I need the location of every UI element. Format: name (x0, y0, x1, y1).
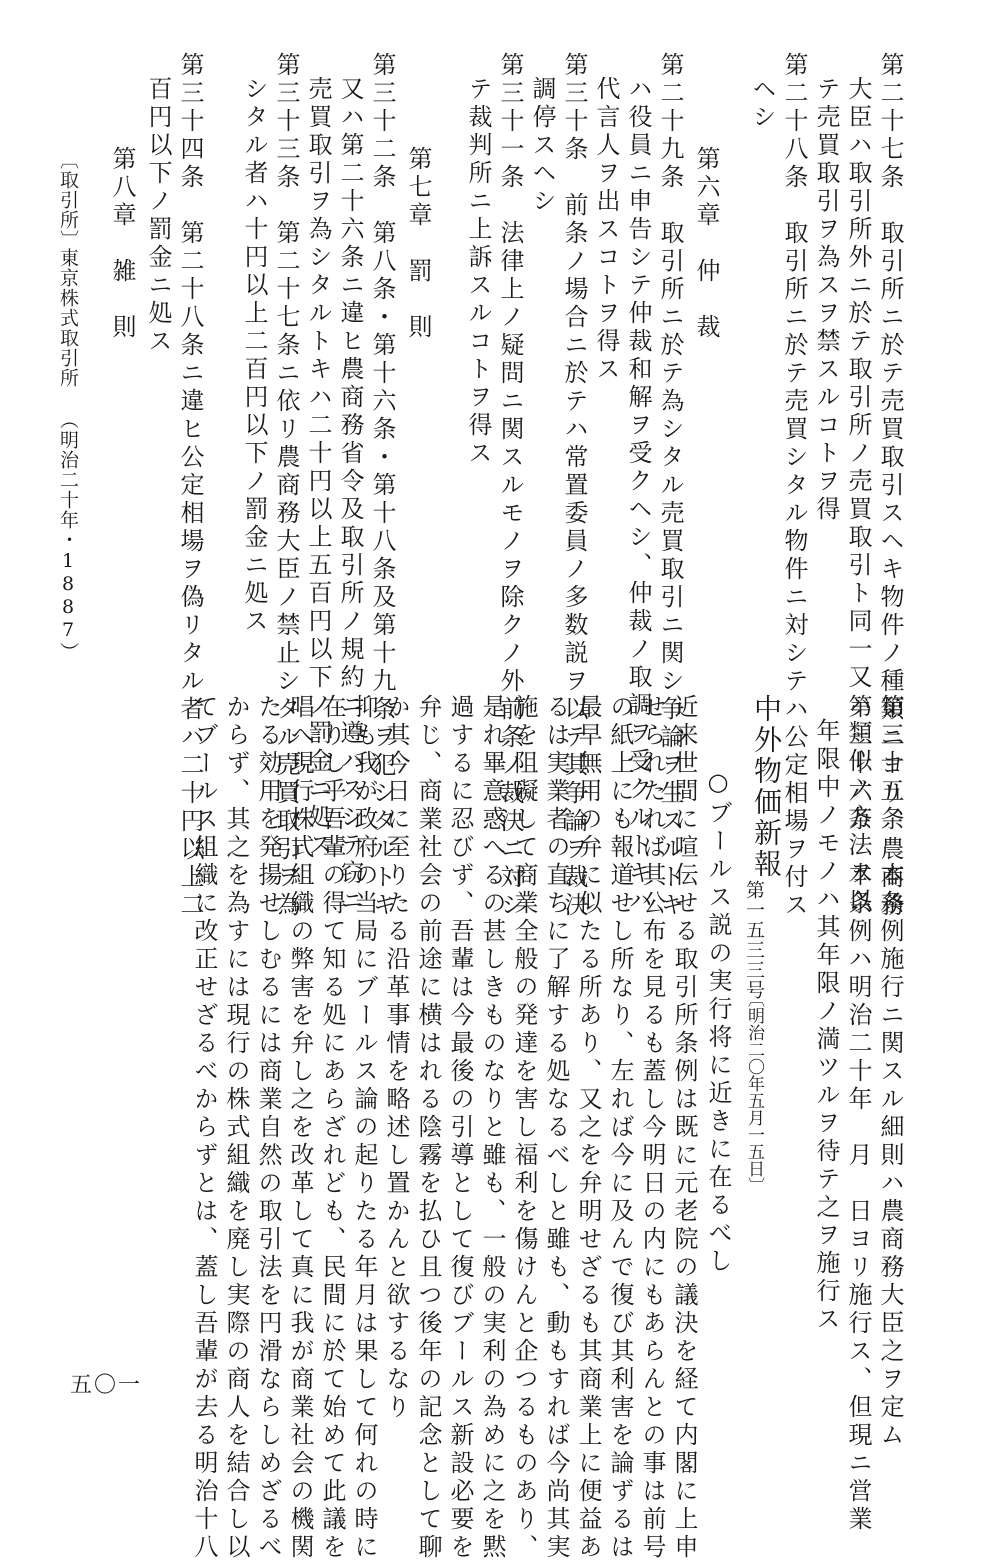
lower-line: 近来世間に喧伝せる取引所条例は既に元老院の議決を経て内閣に上申 (670, 694, 698, 1562)
upper-line: テ売買取引ヲ為スヲ禁スルコトヲ得 (812, 76, 840, 524)
source-line (58, 248, 77, 388)
upper-line: 第三十条 前条ノ場合ニ於テハ常置委員ノ多数説ヲ以テ其争論ヲ裁決 (560, 52, 588, 920)
chapter-heading: 第六章 仲 裁 (692, 146, 720, 342)
issue-number: 第一五三三号 (743, 880, 765, 1000)
lower-line: 最早無用の弁に似たる所あり、又之を弁明せざるも其商業上に便益あ (574, 694, 602, 1562)
lower-line: 第三十六条 本条例ハ明治二十年 月 日ヨリ施行ス、但現ニ営業 (844, 694, 872, 1534)
lower-line: 是れ畢意惑へるの甚しきものなりと雖も、一般の実利の為めに之を黙 (478, 694, 506, 1562)
lower-line: 唱へ現行株式組織の弊害を弁し之を改革して真に我が商業社会の機関 (286, 694, 314, 1562)
source-line (58, 150, 77, 250)
upper-line: 第三十三条 第二十七条ニ依リ農商務大臣ノ禁止シタル売買取引ヲ為 (272, 52, 300, 920)
upper-line: シタル者ハ十円以上二百円以下ノ罰金ニ処ス (240, 76, 268, 636)
lower-line: たる効用を発揚せしむるには商業自然の取引法を円滑ならしめざるべ (254, 694, 282, 1562)
upper-line: 大臣ハ取引所外ニ於テ取引所ノ売買取引ト同一又ハ類似ノ方法ヲ以 (844, 76, 872, 916)
upper-line: 又ハ第二十六条ニ違ヒ農商務省令及取引所ノ規約ニ遵ハスシテ窃ニ (336, 76, 364, 916)
upper-line: 第三十二条 第八条・第十六条・第十八条及第十九条ヲ犯シタルトキ (368, 52, 396, 920)
upper-line: 第三十四条 第二十八条ニ違ヒ公定相場ヲ偽リタル者ハ二十円以上二 (176, 52, 204, 920)
source-date: （明治二十年・1887） (57, 410, 79, 662)
source-line (58, 410, 77, 662)
source-name: 東京株式取引所 (57, 248, 79, 388)
chapter-heading: 第八章 雑 則 (108, 146, 136, 342)
issue-date: 〔明治二〇年五月一五日〕 (744, 990, 764, 1194)
upper-line: テ裁判所ニ上訴スルコトヲ得ス (464, 76, 492, 468)
chapter-heading: 第七章 罰 則 (404, 146, 432, 342)
newspaper-title: 中外物価新報 (750, 694, 783, 880)
lower-line: からず、其之を為すには現行の株式組織を廃し実際の商人を結合し以 (222, 694, 250, 1562)
lower-line: 年限中ノモノハ其年限ノ満ツルヲ待テ之ヲ施行ス (812, 718, 840, 1334)
lower-line: てブールス組織に改正せざるべからずとは、蓋し吾輩が去る明治十八 (190, 694, 218, 1562)
upper-line: 代言人ヲ出スコトヲ得ス (592, 76, 620, 384)
lower-line: 弁じ、商業社会の前途に横はれる陰霧を払ひ且つ後年の記念として聊 (414, 694, 442, 1562)
lower-line: 過するに忍びず、吾輩は今最後の引導として復びブールス新設必要を (446, 694, 474, 1562)
article-subtitle: ○ブールス説の実行将に近きに在るべし (704, 768, 732, 1276)
lower-line: せられたれば其公布を見るも蓋し今明日の内にもあらんとの事は前号 (638, 694, 666, 1562)
lower-line: 施を阻礙して商業全般の発達を害し福利を傷けんと企つるものあり、 (510, 694, 538, 1562)
upper-line: 調停スヘシ (528, 76, 556, 216)
source-tag: 〔取引所〕 (57, 150, 79, 250)
upper-line: 第二十九条 取引所ニ於テ為シタル売買取引ニ関シ争論ヲ生スルトキ (656, 52, 684, 920)
lower-line: か其今日に至りたる沿革事情を略述し置かんと欲するなり (382, 694, 410, 1422)
lower-line: るは実業者の直ちに了解する処なるべしと雖も、動もすれば今尚其実 (542, 694, 570, 1562)
upper-line: 第三十一条 法律上ノ疑問ニ関スルモノヲ除クノ外前条ノ裁決ニ対シ (496, 52, 524, 920)
page-number: 五〇一 (70, 1373, 143, 1398)
upper-line: 第二十七条 取引所ニ於テ売買取引スヘキ物件ノ種類ニヨリ、農商務 (876, 52, 904, 920)
upper-line: ハ役員ニ申告シテ仲裁和解ヲ受クヘシ、仲裁ノ取調ヲ受クルトキハ (624, 76, 652, 916)
lower-line: 在りし乎吾輩の得て知る処にあらざれども、民間に於て始めて此議を (318, 694, 346, 1562)
upper-line: ヘシ (748, 76, 776, 132)
lower-line: 第三十五条 本条例施行ニ関スル細則ハ農商務大臣之ヲ定ム (876, 694, 904, 1450)
upper-line: 売買取引ヲ為シタルトキハ二十円以上五百円以下ノ罰金ニ処ス (304, 76, 332, 860)
lower-line: 抑も我が政府の当局にブールス論の起りたる年月は果して何れの時に (350, 694, 378, 1562)
upper-line: 第二十八条 取引所ニ於テ売買シタル物件ニ対シテハ公定相場ヲ付ス (780, 52, 808, 920)
lower-line: の紙上にも報道せし所なり、左れば今に及んで復び其利害を論ずるは (606, 694, 634, 1562)
upper-line: 百円以下ノ罰金ニ処ス (144, 76, 172, 356)
